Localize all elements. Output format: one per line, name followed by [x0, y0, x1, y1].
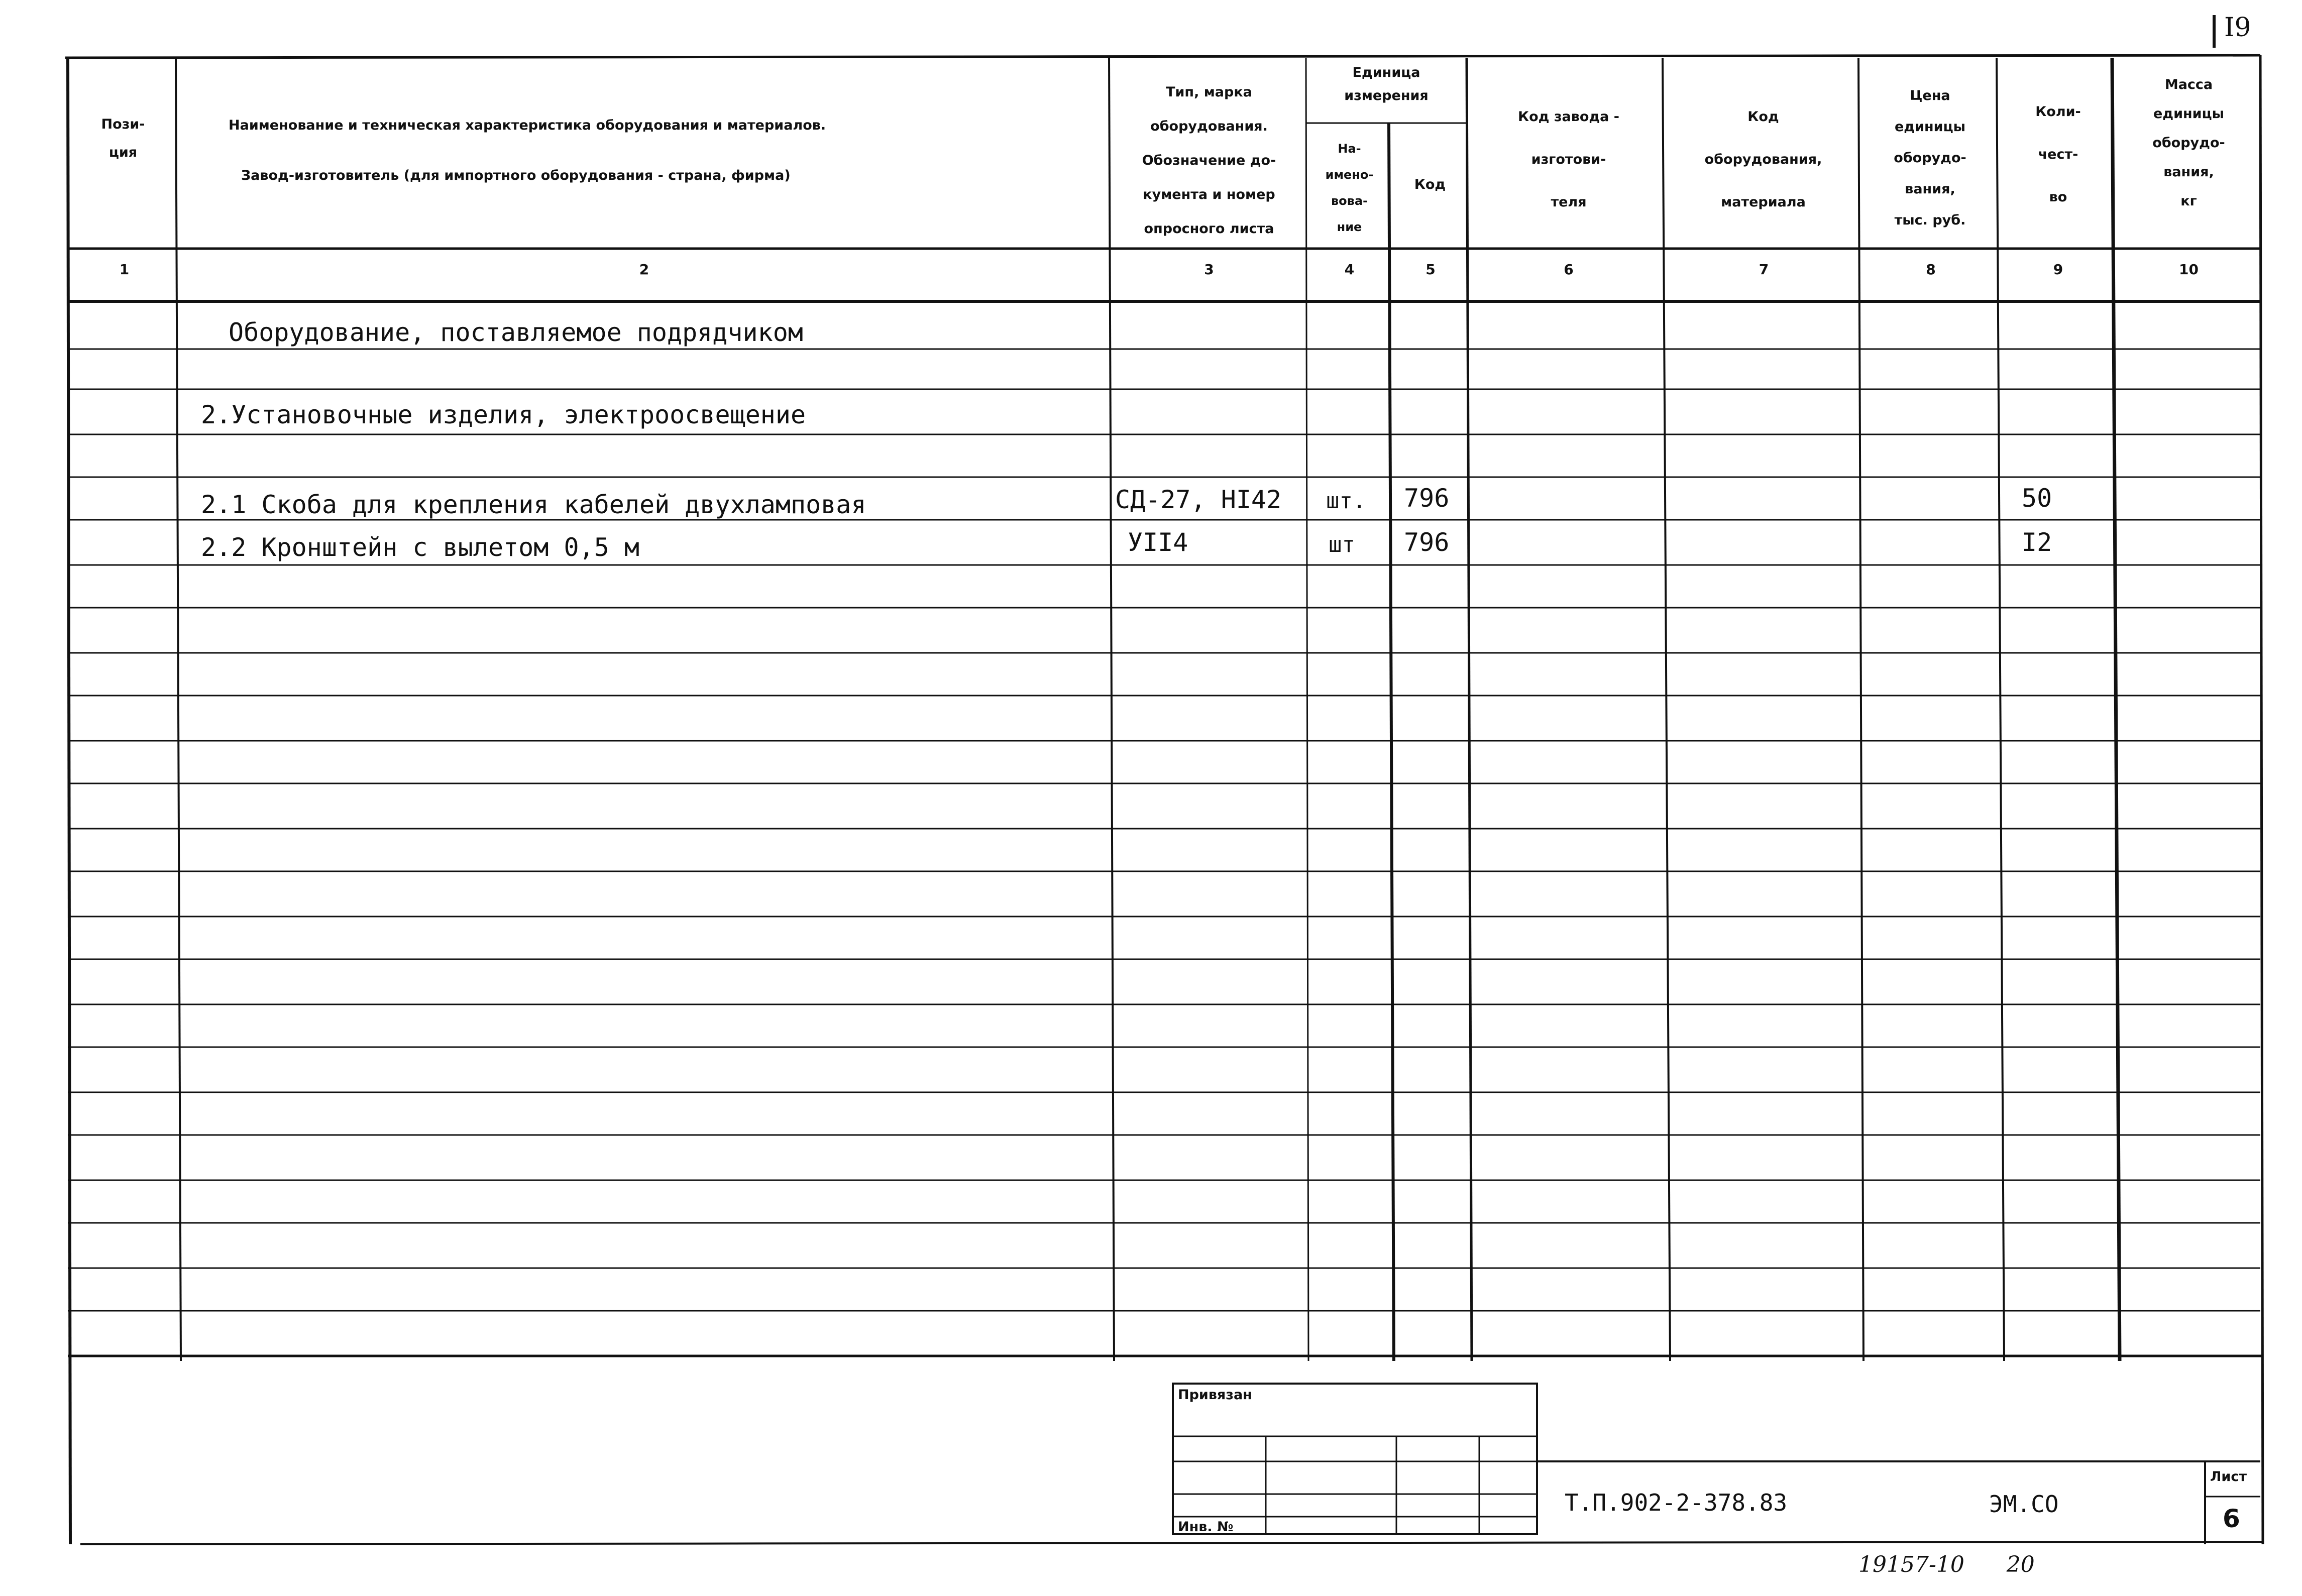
header-price-line1: Цена [1910, 88, 1950, 103]
header-type-line1: Тип, марка [1166, 84, 1252, 100]
header-mass-line4: вания, [2163, 164, 2214, 180]
row-2-1-code: 796 [1404, 484, 1450, 513]
column-number-1: 1 [119, 261, 130, 278]
header-quantity-line3: во [2049, 189, 2067, 205]
header-type-line5: опросного листа [1144, 221, 1274, 237]
header-name-line2: Завод-изготовитель (для импортного оборудования - страна, фирма) [241, 168, 791, 183]
column-number-3: 3 [1204, 261, 1214, 278]
header-mass-line5: кг [2180, 193, 2197, 209]
header-position [70, 110, 176, 167]
header-price-line3: оборудо- [1894, 150, 1966, 166]
section-title-installation: 2.Установочные изделия, электроосвещение [201, 400, 806, 429]
header-position-line2: ция [108, 145, 138, 160]
column-number-5: 5 [1426, 261, 1436, 278]
header-unit-group-line1: Единица [1352, 65, 1420, 80]
row-2-1-name: 2.1 Скоба для крепления кабелей двухламповая [201, 490, 866, 519]
header-mass-line2: единицы [2153, 106, 2225, 122]
handwritten-note: 19157-10 20 [1858, 1552, 2035, 1577]
header-unit-code: Код [1414, 177, 1446, 192]
header-unit-name-line3: вова- [1331, 194, 1368, 208]
header-unit-name-line2: имено- [1325, 168, 1374, 182]
header-position-line1: Пози- [101, 117, 145, 132]
header-equipment-code-line3: материала [1721, 194, 1806, 210]
header-type [1111, 75, 1307, 246]
column-number-10: 10 [2179, 261, 2199, 278]
header-quantity-line2: чест- [2038, 147, 2078, 162]
column-number-8: 8 [1926, 261, 1936, 278]
header-mass-line3: оборудо- [2152, 135, 2225, 151]
header-equipment-code [1667, 95, 1860, 223]
row-2-2-quantity: I2 [2022, 528, 2052, 557]
header-price-line4: вания, [1905, 181, 1955, 197]
header-equipment-code-line1: Код [1747, 109, 1779, 125]
header-price-line2: единицы [1894, 119, 1966, 135]
row-2-2-name: 2.2 Кронштейн с вылетом 0,5 м [201, 533, 639, 562]
column-number-2: 2 [639, 261, 649, 278]
header-unit-group [1306, 61, 1467, 107]
document-code: Т.П.902-2-378.83 [1565, 1489, 1788, 1516]
row-2-2-type: УII4 [1128, 528, 1188, 557]
header-factory-code-line2: изготови- [1531, 152, 1606, 167]
header-factory-code-line3: теля [1551, 194, 1587, 210]
header-mass [2117, 70, 2260, 216]
header-price-line5: тыс. руб. [1894, 212, 1966, 228]
header-name [229, 100, 1103, 201]
header-unit-name [1307, 136, 1391, 240]
header-mass-line1: Масса [2164, 77, 2213, 92]
row-2-1-unit: шт. [1326, 488, 1366, 514]
sheet-label: Лист [2210, 1469, 2247, 1485]
sheet-code: ЭМ.СО [1989, 1491, 2059, 1518]
stamp-privyazan: Привязан [1178, 1387, 1252, 1403]
row-2-2-unit: шт [1329, 532, 1355, 557]
stamp-inventory-number: Инв. № [1178, 1519, 1234, 1535]
row-2-1-quantity: 50 [2022, 484, 2052, 513]
column-number-7: 7 [1759, 261, 1769, 278]
header-quantity-line1: Коли- [2035, 104, 2081, 120]
header-type-line3: Обозначение до- [1142, 153, 1276, 168]
header-quantity [2002, 90, 2115, 218]
row-2-1-type: СД-27, НI42 [1115, 485, 1282, 514]
header-type-line2: оборудования. [1150, 119, 1268, 134]
header-factory-code [1471, 95, 1667, 223]
column-number-4: 4 [1344, 261, 1355, 278]
header-unit-name-line1: На- [1338, 142, 1361, 156]
header-unit-group-line2: измерения [1344, 88, 1429, 103]
column-number-6: 6 [1564, 261, 1574, 278]
sheet-number: 6 [2223, 1504, 2240, 1533]
header-price [1861, 80, 1999, 236]
header-name-line1: Наименование и техническая характеристика оборудования и материалов. [229, 118, 826, 133]
header-factory-code-line1: Код завода - [1518, 109, 1619, 125]
header-equipment-code-line2: оборудования, [1704, 152, 1822, 167]
section-title-contractor: Оборудование, поставляемое подрядчиком [229, 318, 803, 347]
column-number-9: 9 [2053, 261, 2063, 278]
header-type-line4: кумента и номер [1143, 187, 1275, 202]
row-2-2-code: 796 [1404, 528, 1450, 557]
header-unit-name-line4: ние [1337, 220, 1362, 234]
page-number: I9 [2224, 13, 2251, 43]
